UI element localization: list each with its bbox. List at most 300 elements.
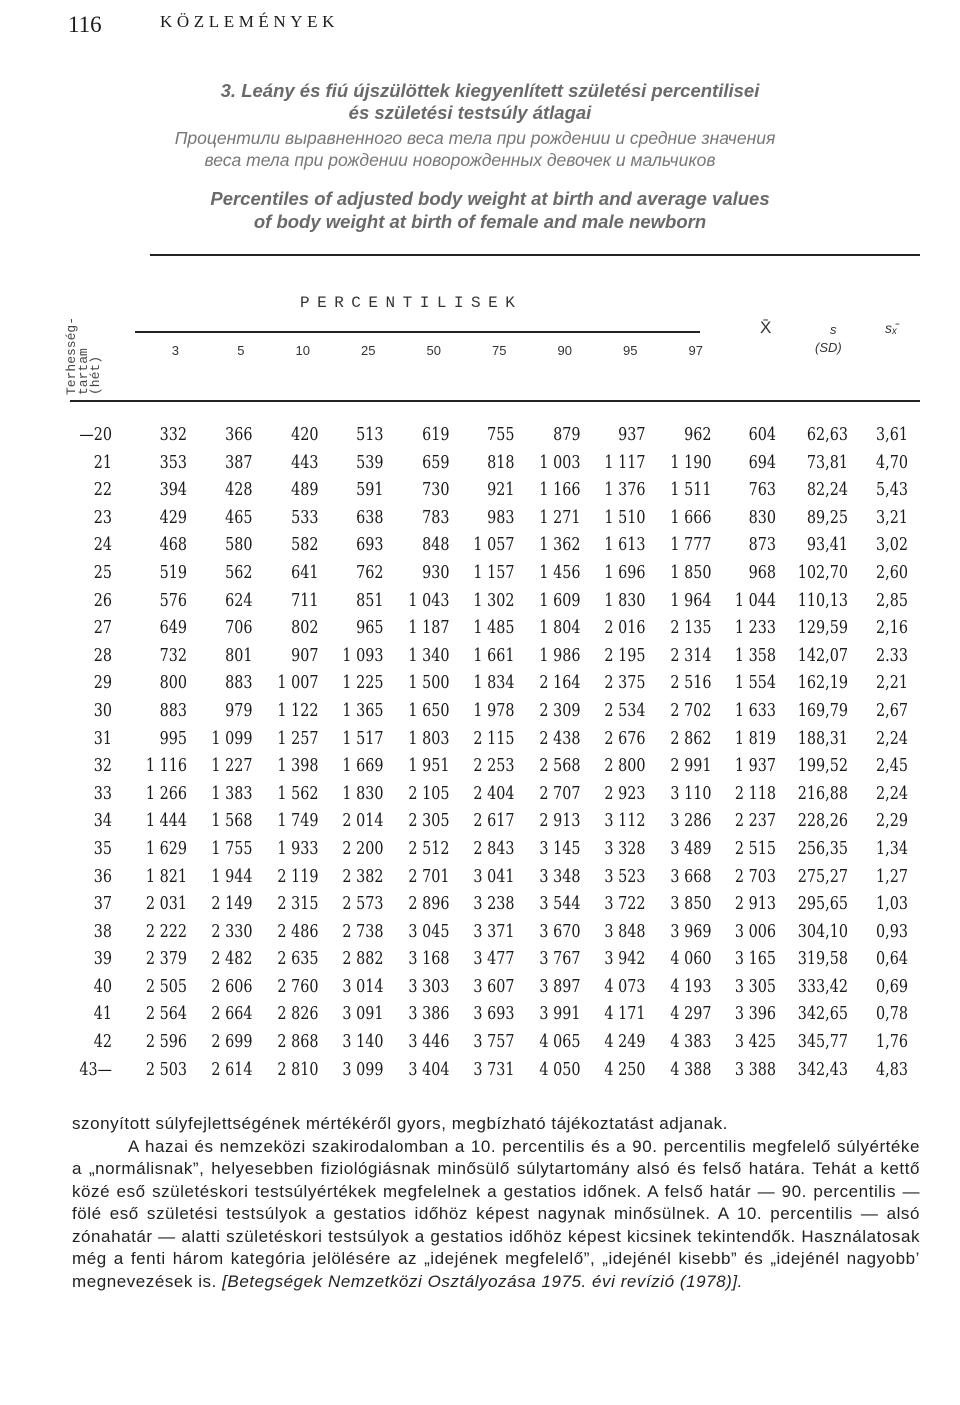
value-cell: 2 991 [669, 756, 711, 777]
value-cell: 1 986 [538, 645, 580, 666]
value-cell: 2 923 [604, 783, 646, 804]
gestation-week-cell: 31 [93, 728, 112, 749]
value-cell: 429 [159, 507, 187, 528]
value-cell: 1,34 [876, 838, 908, 859]
value-cell: 465 [225, 507, 253, 528]
value-cell: 3 668 [669, 866, 711, 887]
value-cell: 1 157 [473, 562, 515, 583]
value-cell: 2 404 [473, 783, 515, 804]
value-cell: 1,27 [876, 866, 908, 887]
value-cell: 2,45 [876, 756, 908, 777]
col-header: 3 [171, 343, 179, 358]
value-cell: 1 227 [211, 756, 253, 777]
value-cell: 1 302 [473, 590, 515, 611]
value-cell: 783 [421, 507, 449, 528]
page-number: 116 [68, 12, 102, 37]
table-row [62, 947, 908, 975]
gestation-week-cell: 27 [93, 618, 112, 639]
value-cell: 2 702 [669, 700, 711, 721]
value-cell: 3 396 [734, 1004, 776, 1025]
gestation-week-cell: 41 [93, 1004, 112, 1025]
value-cell: 755 [487, 425, 515, 445]
value-cell: 2 868 [276, 1032, 318, 1053]
value-cell: 319,58 [797, 949, 848, 970]
paragraph [72, 1136, 920, 1294]
value-cell: 3 731 [473, 1059, 515, 1080]
value-cell: 216,88 [797, 783, 848, 804]
row-header-line: tartam [76, 348, 91, 395]
value-cell: 1 696 [604, 562, 646, 583]
value-cell: 199,52 [797, 756, 848, 777]
value-cell: 3 404 [407, 1059, 449, 1080]
running-head: KÖZLEMÉNYEK [160, 12, 340, 31]
value-cell: 591 [356, 480, 384, 501]
top-rule [150, 254, 920, 256]
value-cell: 3 848 [604, 921, 646, 942]
value-cell: 851 [356, 590, 384, 611]
value-cell: 907 [290, 645, 318, 666]
table-row [62, 809, 908, 837]
value-cell: 2 503 [145, 1059, 187, 1080]
gestation-week-cell: 25 [93, 562, 112, 583]
value-cell: 2 512 [407, 838, 449, 859]
value-cell: 1 568 [211, 811, 253, 832]
value-cell: 2 913 [538, 811, 580, 832]
value-cell: 188,31 [797, 728, 848, 749]
mean-header: X̄ [760, 318, 772, 337]
sd-header: s [830, 322, 837, 337]
percentile-header-row [62, 343, 908, 358]
value-cell: 3 014 [342, 976, 384, 997]
value-cell: 3 140 [342, 1032, 384, 1053]
value-cell: 1 937 [734, 756, 776, 777]
value-cell: 2 330 [211, 921, 253, 942]
col-header: 95 [623, 343, 638, 358]
value-cell: 3 165 [734, 949, 776, 970]
value-cell: 1 510 [604, 507, 646, 528]
value-cell: 3 041 [473, 866, 515, 887]
value-cell: 3 388 [734, 1059, 776, 1080]
value-cell: 333,42 [797, 976, 848, 997]
gestation-week-cell: 40 [93, 976, 112, 997]
value-cell: 353 [159, 452, 187, 473]
value-cell: 2 315 [276, 894, 318, 915]
value-cell: 2 164 [538, 673, 580, 694]
value-cell: 2 614 [211, 1059, 253, 1080]
value-cell: 2,60 [876, 562, 908, 583]
value-cell: 763 [748, 480, 776, 501]
value-cell: 873 [748, 535, 776, 556]
value-cell: 1 749 [276, 811, 318, 832]
paragraph-text: A hazai és nemzeközi szakirodalomban a 10. percentilis és a 90. percentilis megfelelő súlyértéke a „normálisnak”, helyesebben fiziológiásnak minősülő súlytartomány alsó és felső határa. Tehát a kettő közé eső születéskori testsúlyértékek megfelelnek a gestatios időnek. A felső határ — 90. percentilis — fölé eső születési testsúlyok a gestatios időhöz képest nagynak minősülnek. A 10. percentilis — alsó zónahatár — alatti születéskori testsúlyok a gestatios időhöz képest kicsinek tekintendők. Használatosak még a fenti három kategória jelölésére az „idejének megfelelő”, „idejénél kisebb” és „idejénél nagyobb’ megnevezések is. [72, 1136, 920, 1291]
value-cell: 3,02 [876, 535, 908, 556]
value-cell: 1 830 [342, 783, 384, 804]
value-cell: 62,63 [806, 425, 848, 445]
value-cell: 1 003 [538, 452, 580, 473]
value-cell: 1 978 [473, 700, 515, 721]
value-cell: 2 800 [604, 756, 646, 777]
col-header: 50 [426, 343, 441, 358]
value-cell: 89,25 [806, 507, 848, 528]
value-cell: 3 897 [538, 976, 580, 997]
value-cell: 2,24 [876, 783, 908, 804]
value-cell: 1 633 [734, 700, 776, 721]
value-cell: 0,93 [876, 921, 908, 942]
table-body [62, 423, 908, 1085]
value-cell: 110,13 [797, 590, 848, 611]
value-cell: 1 358 [734, 645, 776, 666]
value-cell: 3 386 [407, 1004, 449, 1025]
table-row [62, 782, 908, 810]
se-header: sₓ̄ [885, 320, 898, 336]
value-cell: 2 913 [734, 894, 776, 915]
table-row [62, 616, 908, 644]
value-cell: 3 489 [669, 838, 711, 859]
header-rule [70, 400, 920, 402]
value-cell: 3 544 [538, 894, 580, 915]
value-cell: 641 [290, 562, 318, 583]
value-cell: 1 517 [342, 728, 384, 749]
value-cell: 2 882 [342, 949, 384, 970]
gestation-week-cell: 33 [93, 783, 112, 804]
value-cell: 3 328 [604, 838, 646, 859]
value-cell: 82,24 [806, 480, 848, 501]
value-cell: 2,67 [876, 700, 908, 721]
table-row [62, 506, 908, 534]
table-title-en: Percentiles of adjusted body weight at birth and average values [210, 188, 770, 209]
value-cell: 3 303 [407, 976, 449, 997]
value-cell: 2,16 [876, 618, 908, 639]
value-cell: 1 944 [211, 866, 253, 887]
value-cell: 2 200 [342, 838, 384, 859]
value-cell: 562 [225, 562, 253, 583]
table-row [62, 1002, 908, 1030]
value-cell: 73,81 [806, 452, 848, 473]
value-cell: 4 388 [669, 1059, 711, 1080]
value-cell: 295,65 [797, 894, 848, 915]
table-row [62, 837, 908, 865]
value-cell: 1 116 [145, 756, 187, 777]
value-cell: 2 149 [211, 894, 253, 915]
value-cell: 3 238 [473, 894, 515, 915]
value-cell: 2,29 [876, 811, 908, 832]
value-cell: 1 821 [145, 866, 187, 887]
value-cell: 1 613 [604, 535, 646, 556]
sd-sub-header: (SD) [815, 340, 842, 355]
value-cell: 1,03 [876, 894, 908, 915]
value-cell: 1 755 [211, 838, 253, 859]
value-cell: 1 365 [342, 700, 384, 721]
value-cell: 1 554 [734, 673, 776, 694]
value-cell: 580 [225, 535, 253, 556]
value-cell: 3,61 [876, 425, 908, 445]
value-cell: 962 [683, 425, 711, 445]
value-cell: 2 896 [407, 894, 449, 915]
value-cell: 275,27 [797, 866, 848, 887]
value-cell: 3 091 [342, 1004, 384, 1025]
gestation-week-cell: 28 [93, 645, 112, 666]
value-cell: 983 [487, 507, 515, 528]
value-cell: 1 122 [276, 700, 318, 721]
value-cell: 2 105 [407, 783, 449, 804]
gestation-week-cell: 42 [93, 1032, 112, 1053]
gestation-week-cell: 21 [93, 452, 112, 473]
table-row [62, 589, 908, 617]
table-row [62, 699, 908, 727]
value-cell: 2 810 [276, 1059, 318, 1080]
paragraph: szonyított súlyfejlettségének mértékéről gyors, megbízható tájékoztatást adjanak. [72, 1114, 728, 1133]
value-cell: 3 305 [734, 976, 776, 997]
value-cell: 3 850 [669, 894, 711, 915]
value-cell: 711 [290, 590, 318, 611]
value-cell: 3 168 [407, 949, 449, 970]
value-cell: 342,43 [797, 1059, 848, 1080]
value-cell: 332 [159, 425, 187, 445]
value-cell: 2 305 [407, 811, 449, 832]
value-cell: 342,65 [797, 1004, 848, 1025]
value-cell: 4 171 [604, 1004, 646, 1025]
value-cell: 0,69 [876, 976, 908, 997]
value-cell: 1 187 [407, 618, 449, 639]
value-cell: 4 249 [604, 1032, 646, 1053]
value-cell: 2 606 [211, 976, 253, 997]
value-cell: 1 043 [407, 590, 449, 611]
value-cell: 443 [290, 452, 318, 473]
table-row [62, 754, 908, 782]
value-cell: 2 237 [734, 811, 776, 832]
value-cell: 228,26 [797, 811, 848, 832]
value-cell: 1 057 [473, 535, 515, 556]
value-cell: 968 [748, 562, 776, 583]
value-cell: 1 485 [473, 618, 515, 639]
gestation-week-cell: 24 [93, 535, 112, 556]
gestation-week-cell: 39 [93, 949, 112, 970]
value-cell: 1 951 [407, 756, 449, 777]
value-cell: 2 664 [211, 1004, 253, 1025]
value-cell: 2,85 [876, 590, 908, 611]
gestation-week-cell: 30 [93, 700, 112, 721]
value-cell: 3 006 [734, 921, 776, 942]
gestation-week-cell: 37 [93, 894, 112, 915]
table-row [62, 561, 908, 589]
value-cell: 1 650 [407, 700, 449, 721]
value-cell: 2 534 [604, 700, 646, 721]
col-header: 25 [361, 343, 376, 358]
value-cell: 489 [290, 480, 318, 501]
value-cell: 1 398 [276, 756, 318, 777]
value-cell: 883 [225, 673, 253, 694]
value-cell: 582 [290, 535, 318, 556]
value-cell: 2 253 [473, 756, 515, 777]
value-cell: 2 016 [604, 618, 646, 639]
value-cell: 1 456 [538, 562, 580, 583]
value-cell: 3 757 [473, 1032, 515, 1053]
value-cell: 624 [225, 590, 253, 611]
gestation-week-cell: 23 [93, 507, 112, 528]
value-cell: 0,64 [876, 949, 908, 970]
value-cell: 3 348 [538, 866, 580, 887]
table-row [62, 533, 908, 561]
value-cell: 2 738 [342, 921, 384, 942]
value-cell: 818 [487, 452, 515, 473]
value-cell: 2 505 [145, 976, 187, 997]
value-cell: 1 964 [669, 590, 711, 611]
value-cell: 2 031 [145, 894, 187, 915]
value-cell: 428 [225, 480, 253, 501]
col-header: 97 [688, 343, 703, 358]
table-row [62, 478, 908, 506]
value-cell: 848 [421, 535, 449, 556]
value-cell: 694 [748, 452, 776, 473]
value-cell: 1 804 [538, 618, 580, 639]
value-cell: 2 843 [473, 838, 515, 859]
value-cell: 2 564 [145, 1004, 187, 1025]
value-cell: 256,35 [797, 838, 848, 859]
col-header: 90 [557, 343, 572, 358]
value-cell: 1 629 [145, 838, 187, 859]
value-cell: 4 297 [669, 1004, 711, 1025]
value-cell: 830 [748, 507, 776, 528]
value-cell: 5,43 [876, 480, 908, 501]
value-cell: 2 635 [276, 949, 318, 970]
value-cell: 0,78 [876, 1004, 908, 1025]
gestation-week-cell: 35 [93, 838, 112, 859]
value-cell: 2 382 [342, 866, 384, 887]
value-cell: 1 777 [669, 535, 711, 556]
value-cell: 2 699 [211, 1032, 253, 1053]
value-cell: 937 [618, 425, 646, 445]
gestation-week-cell: 32 [93, 756, 112, 777]
value-cell: 345,77 [797, 1032, 848, 1053]
value-cell: 762 [356, 562, 384, 583]
value-cell: 4 065 [538, 1032, 580, 1053]
value-cell: 2 309 [538, 700, 580, 721]
value-cell: 4 250 [604, 1059, 646, 1080]
value-cell: 3 112 [604, 811, 646, 832]
value-cell: 2 707 [538, 783, 580, 804]
value-cell: 93,41 [806, 535, 848, 556]
value-cell: 2 135 [669, 618, 711, 639]
table-row [62, 975, 908, 1003]
table-row [62, 1030, 908, 1058]
row-header-line: (hét) [88, 355, 103, 395]
value-cell: 1 225 [342, 673, 384, 694]
value-cell: 2 222 [145, 921, 187, 942]
value-cell: 142,07 [797, 645, 848, 666]
value-cell: 2 115 [473, 728, 515, 749]
value-cell: 2 760 [276, 976, 318, 997]
value-cell: 2 375 [604, 673, 646, 694]
value-cell: 3 942 [604, 949, 646, 970]
value-cell: 2 482 [211, 949, 253, 970]
value-cell: 1 666 [669, 507, 711, 528]
value-cell: 1 609 [538, 590, 580, 611]
value-cell: 1 007 [276, 673, 318, 694]
value-cell: 2,21 [876, 673, 908, 694]
value-cell: 732 [159, 645, 187, 666]
value-cell: 4,83 [876, 1059, 908, 1080]
value-cell: 979 [225, 700, 253, 721]
table-row [62, 1058, 908, 1086]
table-row [62, 671, 908, 699]
value-cell: 1 511 [669, 480, 711, 501]
value-cell: 706 [225, 618, 253, 639]
value-cell: 387 [225, 452, 253, 473]
table-title-ru: Процентили выравненного веса тела при рождении и средние значения [174, 128, 776, 148]
value-cell: 2 573 [342, 894, 384, 915]
value-cell: 619 [421, 425, 449, 445]
value-cell: 2 118 [734, 783, 776, 804]
value-cell: 2 676 [604, 728, 646, 749]
percentile-rule [135, 331, 700, 333]
table-title-hu-2: és születési testsúly átlagai [348, 102, 592, 123]
body-text [72, 1113, 920, 1293]
value-cell: 129,59 [797, 618, 848, 639]
value-cell: 1 562 [276, 783, 318, 804]
value-cell: 965 [356, 618, 384, 639]
value-cell: 2 438 [538, 728, 580, 749]
table-row [62, 727, 908, 755]
value-cell: 802 [290, 618, 318, 639]
value-cell: 519 [159, 562, 187, 583]
value-cell: 1 340 [407, 645, 449, 666]
table-title-ru-2: веса тела при рождении новорожденных девочек и мальчиков [204, 150, 716, 170]
col-header: 5 [237, 343, 245, 358]
value-cell: 2 515 [734, 838, 776, 859]
value-cell: 1 271 [538, 507, 580, 528]
value-cell: 604 [748, 425, 776, 445]
value-cell: 4 193 [669, 976, 711, 997]
value-cell: 1,76 [876, 1032, 908, 1053]
value-cell: 801 [225, 645, 253, 666]
value-cell: 2 617 [473, 811, 515, 832]
table-row [62, 644, 908, 672]
value-cell: 3 722 [604, 894, 646, 915]
table-title-en-2: of body weight at birth of female and male newborn [253, 211, 707, 232]
value-cell: 2 516 [669, 673, 711, 694]
gestation-week-cell: 43— [79, 1059, 112, 1080]
value-cell: 2 486 [276, 921, 318, 942]
value-cell: 659 [421, 452, 449, 473]
value-cell: 3 099 [342, 1059, 384, 1080]
table-row [62, 920, 908, 948]
value-cell: 1 830 [604, 590, 646, 611]
value-cell: 921 [487, 480, 515, 501]
value-cell: 533 [290, 507, 318, 528]
value-cell: 1 093 [342, 645, 384, 666]
value-cell: 3 145 [538, 838, 580, 859]
value-cell: 2 703 [734, 866, 776, 887]
value-cell: 800 [159, 673, 187, 694]
gestation-week-cell: 34 [93, 811, 112, 832]
table-row [62, 892, 908, 920]
value-cell: 2 826 [276, 1004, 318, 1025]
value-cell: 3 425 [734, 1032, 776, 1053]
table-title-hu: 3. Leány és fiú újszülöttek kiegyenlített születési percentilisei [220, 80, 760, 101]
table-row [62, 423, 908, 451]
value-cell: 3 670 [538, 921, 580, 942]
value-cell: 2 195 [604, 645, 646, 666]
value-cell: 394 [159, 480, 187, 501]
value-cell: 539 [356, 452, 384, 473]
value-cell: 1 834 [473, 673, 515, 694]
value-cell: 995 [159, 728, 187, 749]
value-cell: 2 014 [342, 811, 384, 832]
value-cell: 2 314 [669, 645, 711, 666]
value-cell: 649 [159, 618, 187, 639]
value-cell: 1 444 [145, 811, 187, 832]
value-cell: 1 266 [145, 783, 187, 804]
